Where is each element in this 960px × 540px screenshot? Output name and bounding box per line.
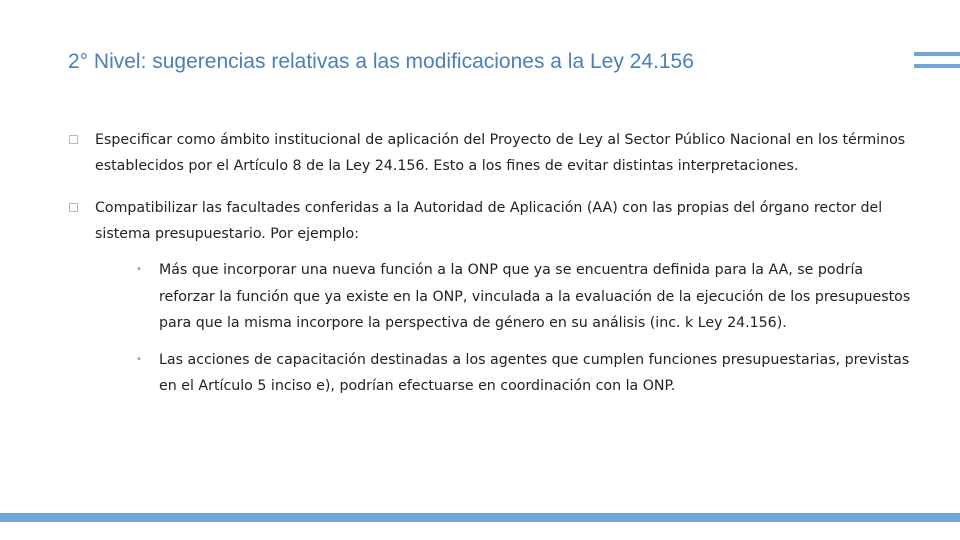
dot-bullet-icon: • (136, 353, 142, 365)
list-item (68, 195, 918, 400)
bullet-text: Compatibilizar las facultades conferidas a la Autoridad de Aplicación (AA) con las propias del órgano rector del sistema presupuestario. Por ejemplo: (95, 200, 883, 242)
dot-bullet-icon: • (136, 264, 142, 275)
sub-list-item (132, 257, 918, 337)
square-bullet-icon (69, 203, 78, 212)
square-bullet-icon (69, 135, 78, 144)
list-item (68, 127, 918, 179)
footer-bar (0, 513, 960, 522)
sub-list-item (132, 347, 918, 400)
corner-bar (914, 64, 960, 68)
slide-body (68, 127, 918, 416)
slide-title: 2° Nivel: sugerencias relativas a las modificaciones a la Ley 24.156 (68, 50, 694, 73)
corner-bar (914, 52, 960, 56)
corner-decoration (914, 52, 960, 76)
sub-bullet-text: Las acciones de capacitación destinadas a los agentes que cumplen funciones presupuestarias, previstas en el Artículo 5 inciso e), podrían efectuarse en coordinación con la ONP. (159, 351, 910, 394)
bullet-text: Especificar como ámbito institucional de aplicación del Proyecto de Ley al Sector Público Nacional en los términos establecidos por el Artículo 8 de la Ley 24.156. Esto a los fines de evitar distintas interpretaciones. (95, 132, 906, 174)
sub-list (95, 257, 918, 400)
sub-bullet-text: Más que incorporar una nueva función a la ONP que ya se encuentra definida para la AA, se podría reforzar la función que ya existe en la ONP, vinculada a la evaluación de la ejecución de los presupuestos para que la misma incorpore la perspectiva de género en su análisis (inc. k Ley 24.156). (159, 262, 911, 331)
